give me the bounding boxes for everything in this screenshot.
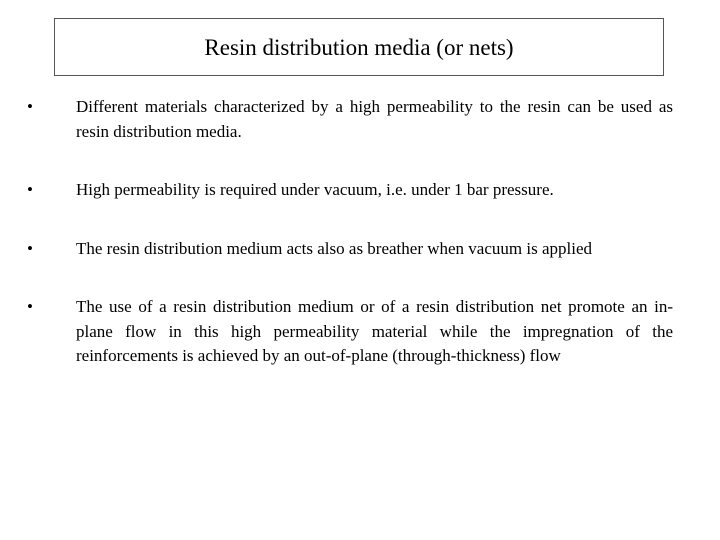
bullet-item bbox=[27, 178, 673, 203]
bullet-marker: • bbox=[27, 238, 33, 258]
title-box bbox=[54, 18, 664, 76]
bullet-text: The resin distribution medium acts also as breather when vacuum is applied bbox=[76, 238, 593, 258]
bullet-item bbox=[27, 237, 673, 262]
bullet-marker: • bbox=[27, 180, 33, 199]
bullet-item bbox=[27, 295, 673, 369]
slide-title: Resin distribution media (or nets) bbox=[204, 34, 514, 60]
bullet-text: Different materials characterized by a high permeability to the resin can be used as resin distribution media. bbox=[76, 97, 673, 141]
bullet-text: High permeability is required under vacuum, i.e. under 1 bar pressure. bbox=[76, 180, 554, 199]
bullet-item bbox=[27, 95, 673, 144]
bullet-marker: • bbox=[27, 97, 33, 116]
bullet-marker: • bbox=[27, 297, 33, 316]
bullet-text: The use of a resin distribution medium or of a resin distribution net promote an in-plane flow in this high permeability material while the impregnation of the reinforcements is achieved by an out-of-plane (through-thickness) flow bbox=[76, 297, 673, 365]
bullet-list bbox=[27, 95, 673, 369]
